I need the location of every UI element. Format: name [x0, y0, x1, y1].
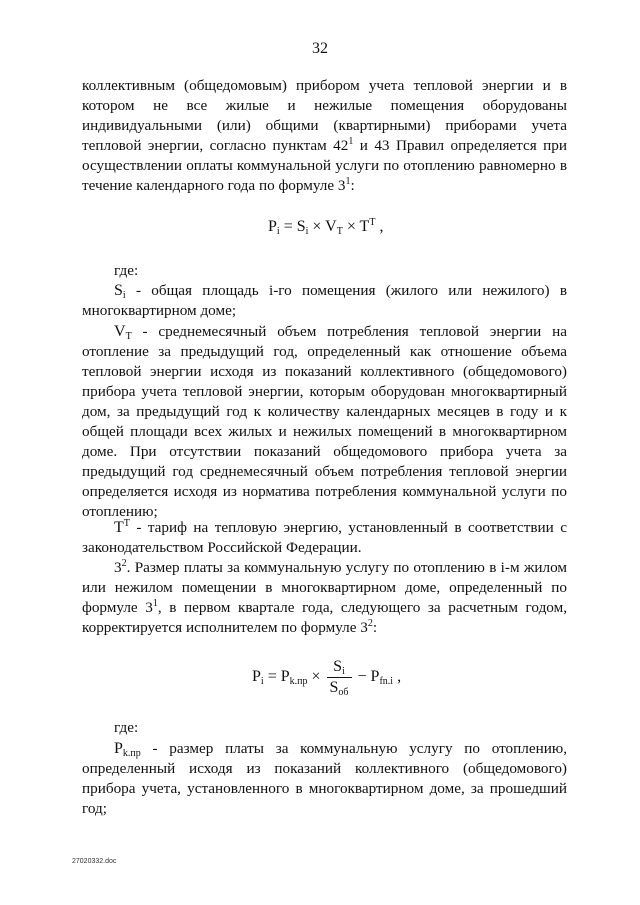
definition-t: $T^T$ - тариф на тепловую энергию, установленный в соответствии с законодательством Российской Федерации.	[82, 518, 567, 556]
definition-pk: $P_{k.пр}$ - размер платы за коммунальную услугу по отоплению, определенный исходя из показаний коллективного (общедомового) прибора учета, установленного в многоквартирном доме, за прошедший год;	[82, 740, 567, 817]
formula-3-2: $P_i = P_{k.пр}$ × $\frac{S_i}{S_{об}}$ − $P_{fn.i}$ ,	[252, 658, 402, 698]
paragraph-intro: коллективным (общедомовым) прибором учета тепловой энергии и в котором не все жилые и нежилые помещения оборудованы индивидуальными (или) общими (квартирными) приборами учета тепловой энергии, согласно пунктам $42^1$ и 43 Правил определяется при осуществлении оплаты коммунальной услуги по отоплению равномерно в течение календарного года по формуле $3^1$:	[82, 77, 567, 194]
formula-3-1: $P_i = S_i \times V_T \times T^T$ ,	[268, 217, 384, 237]
page-number: 32	[312, 40, 328, 57]
footer-filename: 27020332.doc	[72, 858, 117, 865]
paragraph-3-2: $3^2$. Размер платы за коммунальную услугу по отоплению в i-м жилом или нежилом помещении в многоквартирном доме, определенный по формуле $3^1$, в первом квартале года, следующего за расчетным годом, корректируется исполнителем по формуле $3^2$:	[82, 558, 568, 636]
definition-s: $S_i$ - общая площадь i-го помещения (жилого или нежилого) в многоквартирном доме;	[82, 282, 567, 319]
where-label-2: где:	[114, 719, 139, 736]
fraction: $\frac{S_i}{S_{об}}$	[327, 658, 352, 697]
definition-v: $V_T$ - среднемесячный объем потребления тепловой энергии на отопление за предыдущий год, определенный как отношение объема тепловой энергии исходя из показаний коллективного (общедомового) прибора учета тепловой энергии, которым оборудован многоквартирный дом, за предыдущий год к количеству календарных месяцев в году и к общей площади всех жилых и нежилых помещений в многоквартирном доме. При отсутствии показаний общедомового прибора учета за предыдущий год среднемесячный объем потребления тепловой энергии определяется исходя из норматива потребления коммунальной услуги по отоплению;	[82, 323, 567, 520]
where-label-1: где:	[114, 262, 139, 279]
